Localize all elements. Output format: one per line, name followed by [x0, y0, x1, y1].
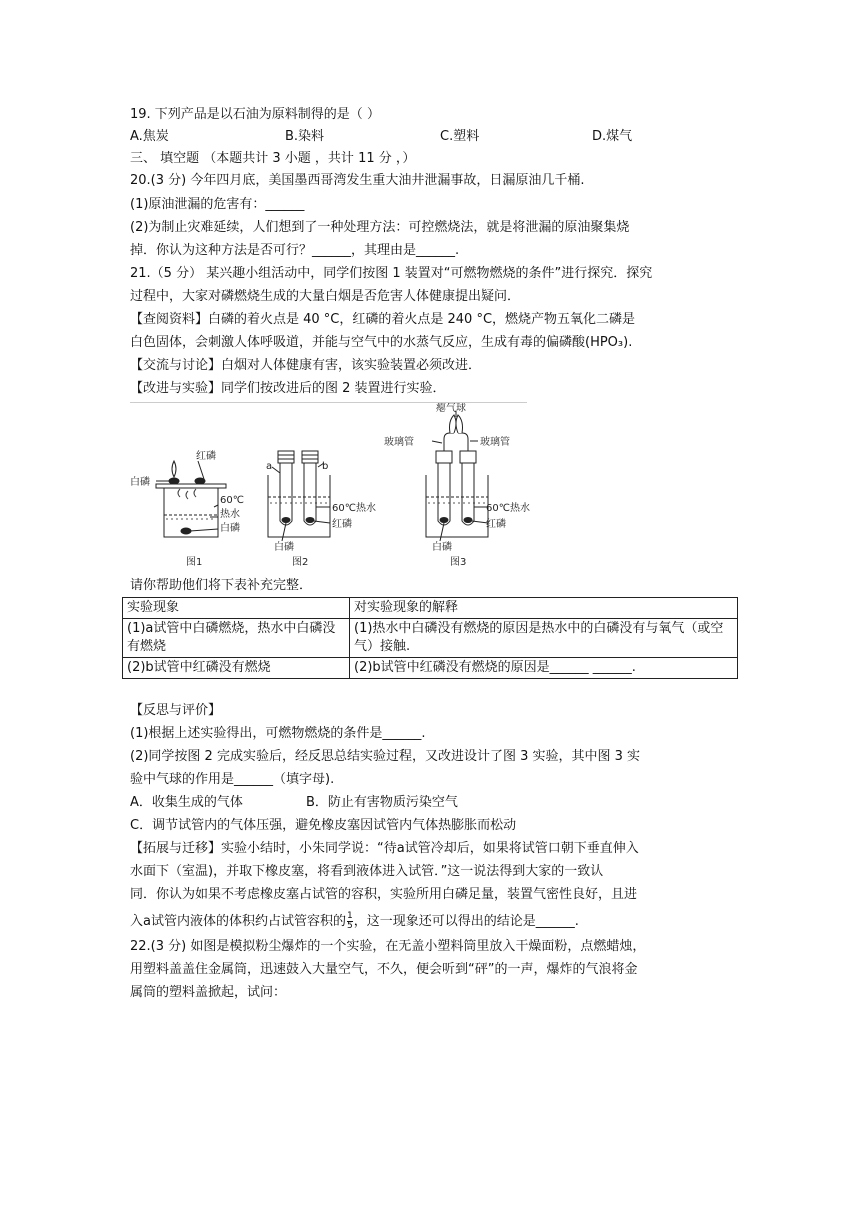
table-intro: 请你帮助他们将下表补充完整． — [130, 578, 313, 593]
fig1-label-temperature: 60℃ — [220, 495, 244, 506]
figure-2 — [266, 451, 376, 568]
table-header-row — [123, 598, 738, 619]
fig3-tube-a-icon — [438, 463, 450, 525]
fig2-stopper-b-icon — [302, 451, 318, 463]
fig3-glass-tube-left-icon — [444, 433, 454, 451]
q20-part2b: 掉．你认为这种方法是否可行？______，其理由是______. — [130, 243, 460, 258]
fig1-label-white-phosphorus-water: 白磷 — [220, 523, 240, 534]
figure-1 — [130, 449, 244, 568]
option-a: A．收集生成的气体 — [130, 795, 243, 810]
q19-stem: 19. 下列产品是以石油为原料制得的是（ ） — [130, 107, 380, 122]
fig2-white-phosphorus-icon — [282, 518, 290, 523]
apparatus-figure — [130, 403, 530, 571]
table-header-explanation: 对实验现象的解释 — [350, 598, 738, 619]
table-cell: (1)a试管中白磷燃烧，热水中白磷没有燃烧 — [123, 619, 350, 658]
extension-c: 同．你认为如果不考虑橡皮塞占试管的容积，实验所用白磷足量，装置气密性良好，且进 — [130, 887, 638, 902]
q19-option-a: A.焦炭 — [130, 129, 169, 144]
extension-d — [130, 912, 579, 931]
fig1-underwater-phosphorus-icon — [181, 528, 191, 534]
fig1-smoke-icon — [178, 489, 196, 499]
fig3-beaker-icon — [426, 475, 488, 537]
fig3-label-balloon: 瘪气球 — [436, 403, 466, 414]
q21-discussion: 【交流与讨论】白烟对人体健康有害，该实验装置必须改进． — [130, 358, 482, 373]
table-row — [123, 619, 738, 658]
fig1-caption: 图1 — [186, 557, 203, 568]
q19-options — [130, 128, 650, 146]
fig2-label-a: a — [266, 461, 273, 472]
q20-part1: (1)原油泄漏的危害有：______ — [130, 197, 305, 212]
reflect-2a: (2)同学按图 2 完成实验后，经反思总结实验过程，又改进设计了图 3 实验，其中图 3 实 — [130, 749, 641, 764]
extension-d-start: 入a试管内液体的体积约占试管容积的 — [130, 914, 346, 929]
reflect-title: 【反思与评价】 — [130, 703, 222, 718]
fig3-balloon-right-icon — [456, 415, 463, 433]
q20-part2a: (2)为制止灾难延续，人们想到了一种处理方法：可控燃烧法，就是将泄漏的原油聚集烧 — [130, 220, 630, 235]
q22-stem-a: 22.(3 分) 如图是模拟粉尘爆炸的一个实验，在无盖小塑料筒里放入干燥面粉，点燃蜡烛， — [130, 939, 646, 954]
fraction-numerator: 1 — [346, 911, 353, 921]
extension-a: 【拓展与迁移】实验小结时，小朱同学说：“待a试管冷却后，如果将试管口朝下垂直伸入 — [130, 841, 639, 856]
reflect-2b: 验中气球的作用是______（填字母). — [130, 772, 335, 787]
fig1-copper-plate-icon — [156, 484, 226, 488]
fig3-label-red-phosphorus: 红磷 — [486, 519, 506, 530]
q22-stem-b: 用塑料盖盖住金属筒，迅速鼓入大量空气，不久，便会听到“砰”的一声，爆炸的气浪将金 — [130, 962, 638, 977]
option-c: C．调节试管内的气体压强，避免橡皮塞因试管内气体热膨胀而松动 — [130, 818, 517, 833]
table-row — [123, 658, 738, 679]
fraction-denominator: 5 — [346, 921, 353, 931]
fig2-label-red-phosphorus: 红磷 — [332, 519, 352, 530]
reflect-1: (1)根据上述实验得出，可燃物燃烧的条件是______. — [130, 726, 426, 741]
fig3-label-white-phosphorus: 白磷 — [432, 542, 452, 553]
q21-stem-b: 过程中，大家对磷燃烧生成的大量白烟是否危害人体健康提出疑问． — [130, 289, 521, 304]
fig3-stopper-b-icon — [460, 451, 476, 463]
extension-d-end: ，这一现象还可以得出的结论是______. — [353, 914, 579, 929]
fig2-label-b: b — [322, 461, 329, 472]
fig3-glass-tube-right-icon — [458, 433, 468, 451]
fig3-caption: 图3 — [450, 557, 467, 568]
fig2-tube-a-icon — [280, 463, 292, 525]
fig3-label-glass-tube-right: 玻璃管 — [480, 437, 510, 448]
table-header-phenomenon: 实验现象 — [123, 598, 350, 619]
fig3-red-phosphorus-icon — [464, 518, 472, 523]
fig1-white-phosphorus-icon — [169, 478, 179, 484]
extension-b: 水面下（室温)，并取下橡皮塞，将看到液体进入试管．”这一说法得到大家的一致认 — [130, 864, 604, 879]
q20-stem: 20.(3 分) 今年四月底，美国墨西哥湾发生重大油井泄漏事故，日漏原油几千桶. — [130, 173, 585, 188]
fig3-label-glass-tube-left: 玻璃管 — [384, 437, 414, 448]
q19-option-c: C.塑料 — [440, 129, 480, 144]
option-b: B．防止有害物质污染空气 — [306, 795, 458, 810]
fig2-beaker-icon — [268, 475, 330, 537]
q21-reference-a: 【查阅资料】白磷的着火点是 40 °C，红磷的着火点是 240 °C，燃烧产物五氧化二磷是 — [130, 312, 636, 327]
q22-stem-c: 属筒的塑料盖掀起，试问： — [130, 985, 287, 1000]
fig2-red-phosphorus-icon — [306, 518, 314, 523]
fig2-caption: 图2 — [292, 557, 309, 568]
fig2-tube-b-icon — [304, 463, 316, 525]
fig3-label-hot-water: 60℃热水 — [486, 503, 530, 514]
fig3-stopper-a-icon — [436, 451, 452, 463]
q21-reference-b: 白色固体，会刺激人体呼吸道，并能与空气中的水蒸气反应，生成有毒的偏磷酸(HPO₃). — [130, 335, 633, 350]
table-cell: (2)b试管中红磷没有燃烧 — [123, 658, 350, 679]
table-cell: (2)b试管中红磷没有燃烧的原因是______ ______. — [350, 658, 738, 679]
fraction-one-fifth — [347, 912, 353, 931]
q21-stem-a: 21.（5 分） 某兴趣小组活动中，同学们按图 1 装置对“可燃物燃烧的条件”进行探究．探究 — [130, 266, 653, 281]
fig2-label-hot-water: 60℃热水 — [332, 503, 376, 514]
fig1-label-hot-water: 热水 — [220, 509, 240, 520]
fig3-tube-b-icon — [462, 463, 474, 525]
q21-improvement: 【改进与实验】同学们按改进后的图 2 装置进行实验． — [130, 381, 446, 396]
fig1-label-white-phosphorus: 白磷 — [130, 477, 150, 488]
fig3-balloon-left-icon — [450, 415, 457, 433]
q19-option-d: D.煤气 — [592, 129, 633, 144]
section3-title: 三、 填空题 （本题共计 3 小题 ，共计 11 分 ，） — [130, 151, 416, 166]
fig1-label-red-phosphorus: 红磷 — [196, 451, 216, 462]
figure-3 — [384, 403, 530, 568]
fig2-label-white-phosphorus: 白磷 — [274, 542, 294, 553]
table-cell: (1)热水中白磷没有燃烧的原因是热水中的白磷没有与氧气（或空气）接触. — [350, 619, 738, 658]
q19-option-b: B.染料 — [285, 129, 325, 144]
experiment-table — [122, 597, 738, 679]
fig1-flame-icon — [172, 461, 176, 477]
fig2-stopper-a-icon — [278, 451, 294, 463]
fig3-white-phosphorus-icon — [440, 518, 448, 523]
